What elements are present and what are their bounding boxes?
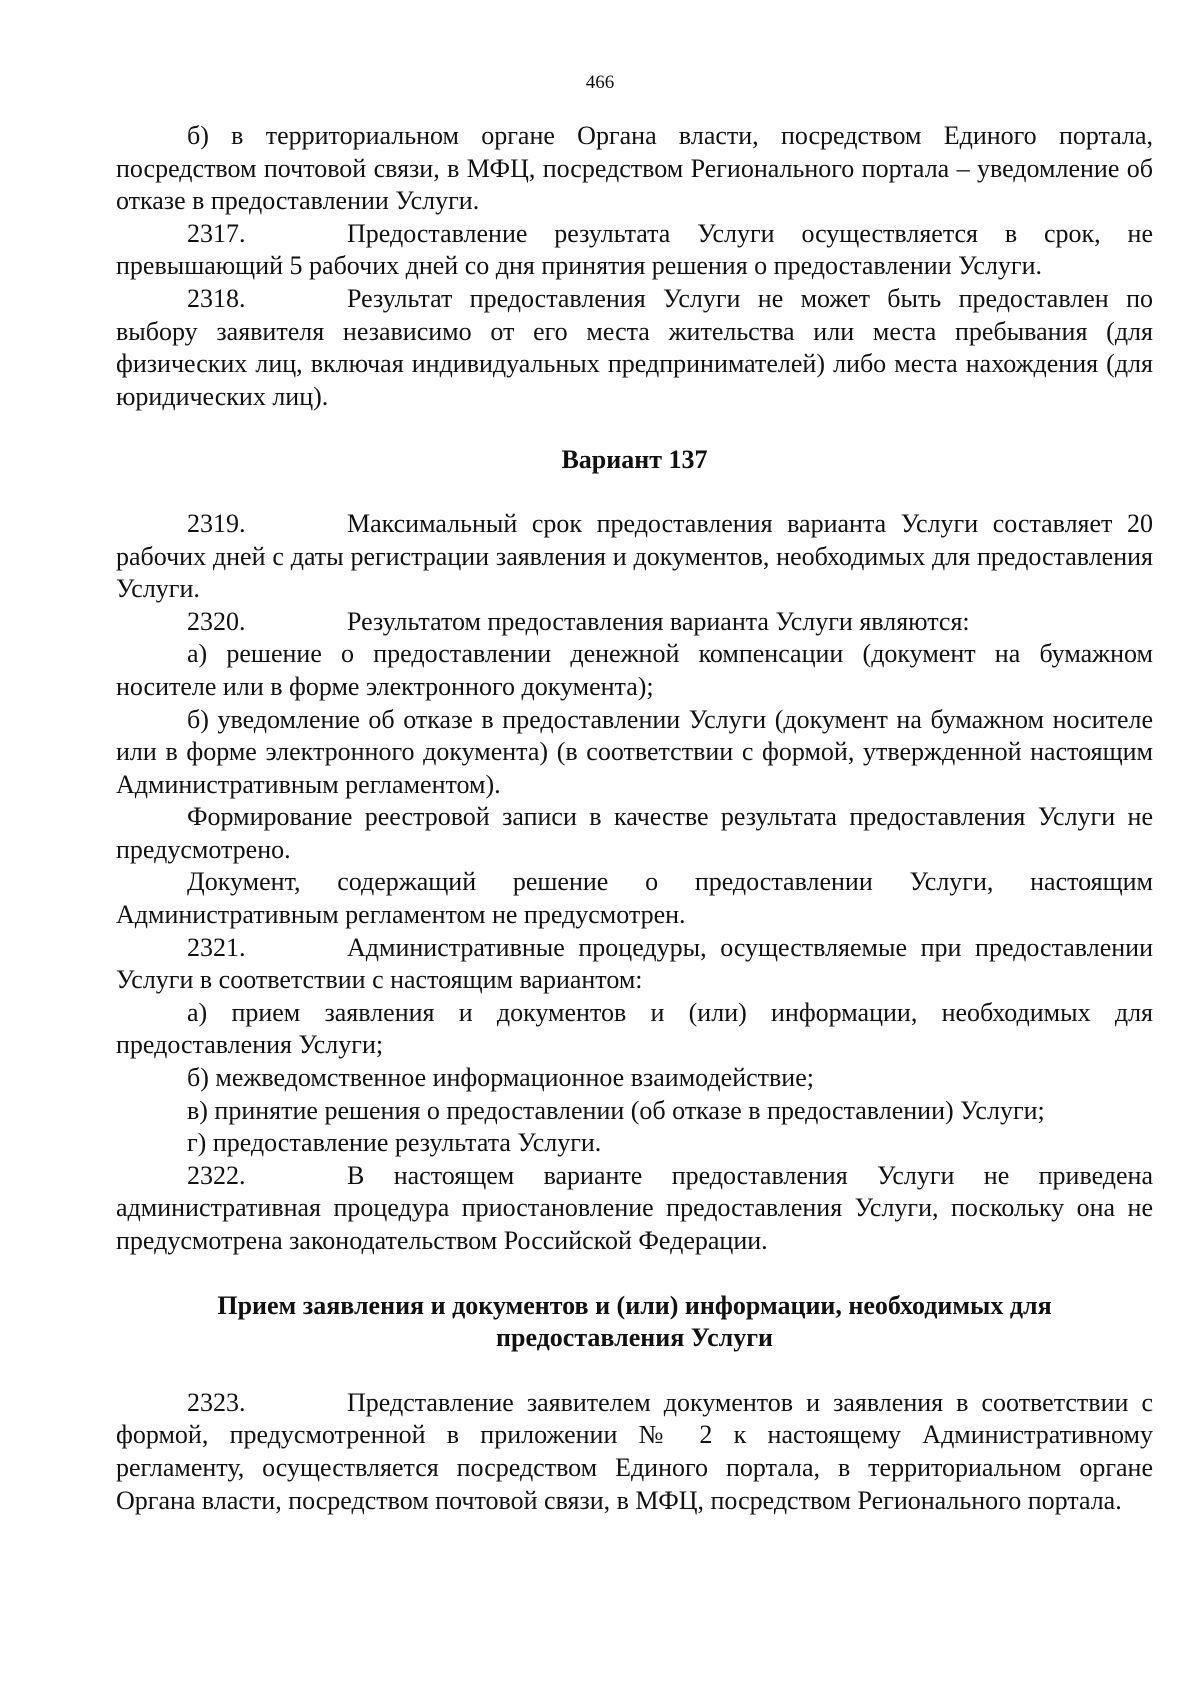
top-items-list: [116, 120, 1153, 413]
paragraph: [116, 120, 1153, 218]
section-heading-intake: [116, 1290, 1153, 1355]
paragraph-text: Максимальный срок предоставления варианта Услуги составляет 20 рабочих дней с даты регистрации заявления и документов, необходимых для предоставления Услуги.: [116, 508, 1153, 604]
paragraph: [116, 283, 1153, 413]
paragraph: [116, 508, 1153, 606]
paragraph-text: б) уведомление об отказе в предоставлении Услуги (документ на бумажном носителе или в форме электронного документа) (в соответствии с формой, утвержденной настоящим Административным регламентом).: [116, 704, 1153, 799]
page-number: 466: [585, 72, 615, 93]
paragraph-text: б) межведомственное информационное взаимодействие;: [187, 1063, 814, 1093]
paragraph-text: г) предоставление результата Услуги.: [187, 1128, 602, 1158]
paragraph: [116, 218, 1153, 283]
section-heading-variant: Вариант 137: [561, 445, 708, 475]
section-heading-line: Прием заявления и документов и (или) информации, необходимых для: [217, 1290, 1052, 1320]
paragraph-text: а) решение о предоставлении денежной компенсации (документ на бумажном носителе или в форме электронного документа);: [116, 639, 1153, 701]
item-number: 2323.: [187, 1387, 246, 1417]
paragraph: [116, 1160, 1153, 1258]
paragraph-text: а) прием заявления и документов и (или) информации, необходимых для предоставления Услуги;: [116, 997, 1153, 1060]
paragraph: [116, 997, 1153, 1062]
paragraph: [116, 1387, 1153, 1517]
paragraph-text: Результат предоставления Услуги не может быть предоставлен по выбору заявителя независимо от его места жительства или места пребывания (для физических лиц, включая индивидуальных предпринимателей) либо места нахождения (для юридических лиц).: [116, 283, 1153, 411]
item-number: 2317.: [187, 218, 246, 248]
paragraph: [116, 1062, 1153, 1095]
paragraph-text: Административные процедуры, осуществляемые при предоставлении Услуги в соответствии с настоящим вариантом:: [116, 932, 1153, 995]
item-number: 2321.: [187, 932, 246, 962]
item-number: 2318.: [187, 283, 246, 313]
section2-items-list: [116, 1387, 1153, 1517]
section-heading-line: предоставления Услуги: [496, 1323, 773, 1353]
paragraph: [116, 932, 1153, 997]
paragraph-text: Документ, содержащий решение о предоставлении Услуги, настоящим Административным регламентом не предусмотрен.: [116, 867, 1153, 930]
item-number: 2320.: [187, 606, 246, 636]
paragraph: [116, 606, 1153, 639]
paragraph-text: В настоящем варианте предоставления Услуги не приведена административная процедура приостановление предоставления Услуги, поскольку она не предусмотрена законодательством Российской Федерации.: [116, 1160, 1153, 1255]
paragraph: [116, 704, 1153, 802]
section1-items-list: [116, 508, 1153, 1258]
paragraph: [116, 801, 1153, 866]
paragraph-text: в) принятие решения о предоставлении (об отказе в предоставлении) Услуги;: [187, 1095, 1045, 1125]
item-number: 2319.: [187, 508, 246, 538]
paragraph: [116, 1095, 1153, 1128]
paragraph-text: б) в территориальном органе Органа власти, посредством Единого портала, посредством почтовой связи, в МФЦ, посредством Регионального портала – уведомление об отказе в предоставлении Услуги.: [116, 121, 1153, 216]
paragraph: [116, 638, 1153, 703]
paragraph: [116, 866, 1153, 931]
paragraph-text: Результатом предоставления варианта Услуги являются:: [347, 606, 970, 636]
item-number: 2322.: [187, 1160, 246, 1190]
paragraph-text: Представление заявителем документов и заявления в соответствии с формой, предусмотренной в приложении № 2 к настоящему Административному регламенту, осуществляется посредством Единого портала, в территориальном органе Органа власти, посредством почтовой связи, в МФЦ, посредством Регионального портала.: [116, 1387, 1153, 1515]
paragraph-text: Формирование реестровой записи в качестве результата предоставления Услуги не предусмотрено.: [116, 802, 1153, 864]
paragraph-text: Предоставление результата Услуги осуществляется в срок, не превышающий 5 рабочих дней со дня принятия решения о предоставлении Услуги.: [116, 218, 1153, 281]
paragraph: [116, 1127, 1153, 1160]
document-body: [116, 120, 1153, 1517]
